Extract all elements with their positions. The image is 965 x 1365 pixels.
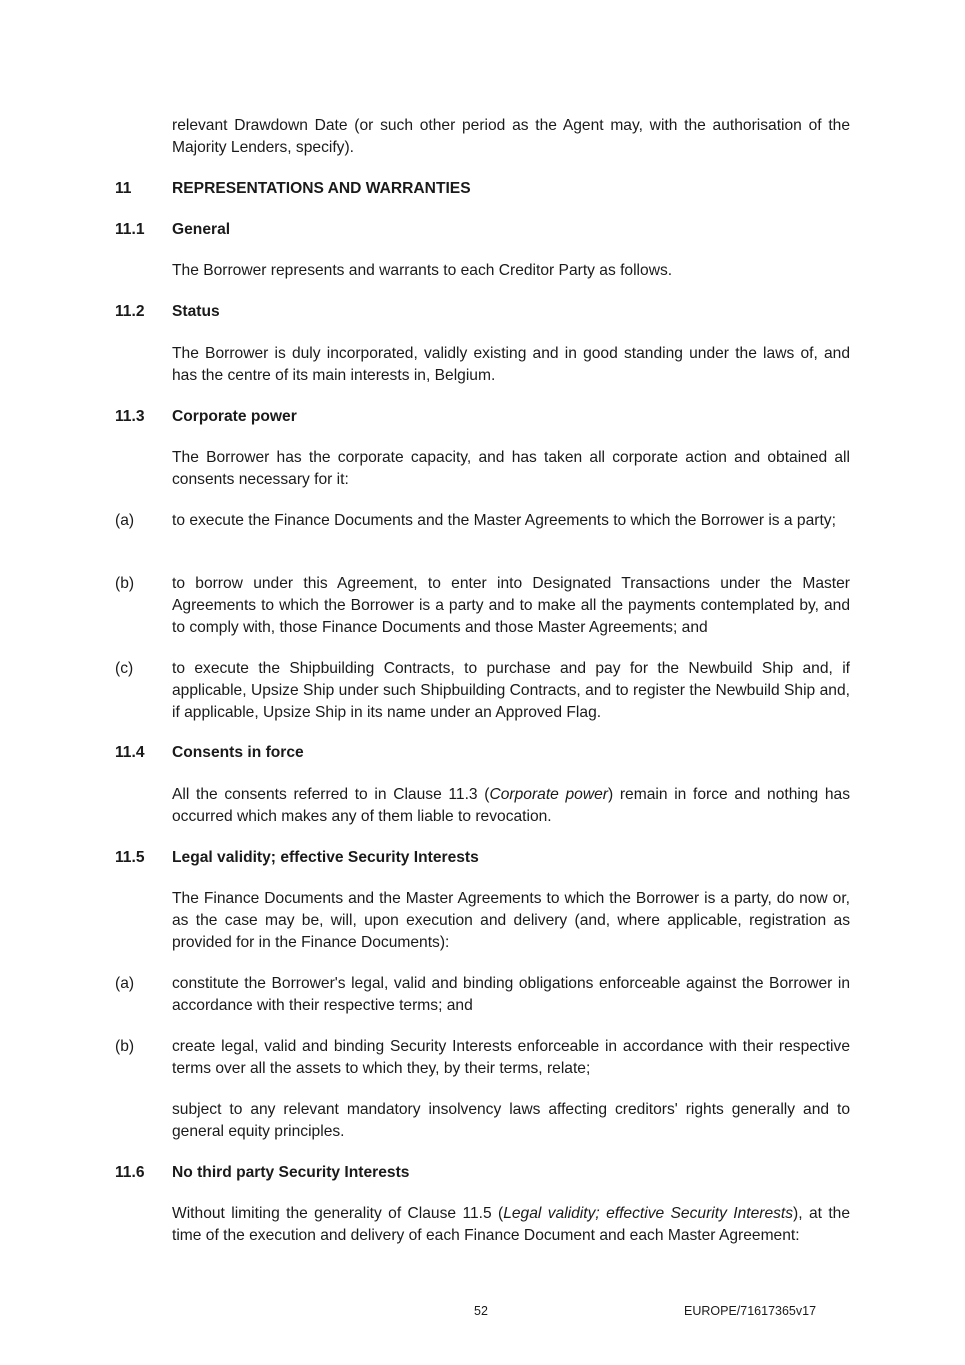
section-11-5-number: 11.5 bbox=[115, 849, 145, 866]
section-11-1-number: 11.1 bbox=[115, 221, 145, 238]
section-11-1-text: The Borrower represents and warrants to each Creditor Party as follows. bbox=[172, 262, 673, 279]
list-item-text: to execute the Finance Documents and the Master Agreements to which the Borrower is a party; bbox=[172, 512, 836, 529]
list-item-text: to execute the Shipbuilding Contracts, to purchase and pay for the Newbuild Ship and, if applicable, Upsize Ship under such Shipbuilding Contracts, and to register the Newbuild Ship and, if applicable, Upsize Ship in its name under an Approved Flag. bbox=[172, 660, 850, 721]
document-reference: EUROPE/71617365v17 bbox=[684, 1304, 817, 1318]
list-item-label: (b) bbox=[115, 575, 135, 592]
list-item-text: constitute the Borrower's legal, valid and binding obligations enforceable against the Borrower in accordance with their respective terms; and bbox=[172, 975, 850, 1014]
list-item-label: (a) bbox=[115, 512, 135, 529]
list-item-text: create legal, valid and binding Security Interests enforceable in accordance with their respective terms over all the assets to which they, by their terms, relate; bbox=[172, 1038, 850, 1077]
section-11-5-text: The Finance Documents and the Master Agreements to which the Borrower is a party, do now or, as the case may be, will, upon execution and delivery (and, where applicable, registration as provided for in the Finance Documents): bbox=[172, 890, 850, 951]
clause-title: REPRESENTATIONS AND WARRANTIES bbox=[172, 180, 471, 197]
page-number: 52 bbox=[474, 1304, 488, 1318]
section-11-2-number: 11.2 bbox=[115, 303, 145, 320]
section-11-1-title: General bbox=[172, 221, 231, 238]
list-item-label: (c) bbox=[115, 660, 134, 677]
section-11-6-text: Without limiting the generality of Clause 11.5 (Legal validity; effective Security Interests), at the time of the execution and delivery of each Finance Document and each Master Agreement: bbox=[172, 1205, 850, 1244]
clause-number: 11 bbox=[115, 180, 132, 197]
section-11-2-text: The Borrower is duly incorporated, validly existing and in good standing under the laws of, and has the centre of its main interests in, Belgium. bbox=[172, 345, 850, 384]
cross-reference: Corporate power bbox=[489, 786, 608, 803]
cross-reference: Legal validity; effective Security Interests bbox=[503, 1205, 794, 1222]
section-11-3-text: The Borrower has the corporate capacity, and has taken all corporate action and obtained all consents necessary for it: bbox=[172, 449, 850, 488]
list-item-label: (a) bbox=[115, 975, 135, 992]
section-11-4-title: Consents in force bbox=[172, 744, 304, 761]
section-11-2-title: Status bbox=[172, 303, 220, 320]
section-11-4-number: 11.4 bbox=[115, 744, 145, 761]
section-11-5-title: Legal validity; effective Security Interests bbox=[172, 849, 479, 866]
section-11-6-title: No third party Security Interests bbox=[172, 1164, 410, 1181]
section-11-3-number: 11.3 bbox=[115, 408, 145, 425]
intro-paragraph: relevant Drawdown Date (or such other period as the Agent may, with the authorisation of the Majority Lenders, specify). bbox=[172, 117, 850, 156]
list-item-text: to borrow under this Agreement, to enter into Designated Transactions under the Master Agreements to which the Borrower is a party and to make all the payments contemplated by, and to comply with, those Finance Documents and those Master Agreements; and bbox=[172, 575, 850, 636]
section-11-6-number: 11.6 bbox=[115, 1164, 145, 1181]
section-11-3-title: Corporate power bbox=[172, 408, 297, 425]
section-11-5-closing: subject to any relevant mandatory insolvency laws affecting creditors' rights generally and to general equity principles. bbox=[172, 1101, 850, 1140]
section-11-4-text: All the consents referred to in Clause 11.3 (Corporate power) remain in force and nothing has occurred which makes any of them liable to revocation. bbox=[172, 786, 851, 825]
list-item-label: (b) bbox=[115, 1038, 135, 1055]
